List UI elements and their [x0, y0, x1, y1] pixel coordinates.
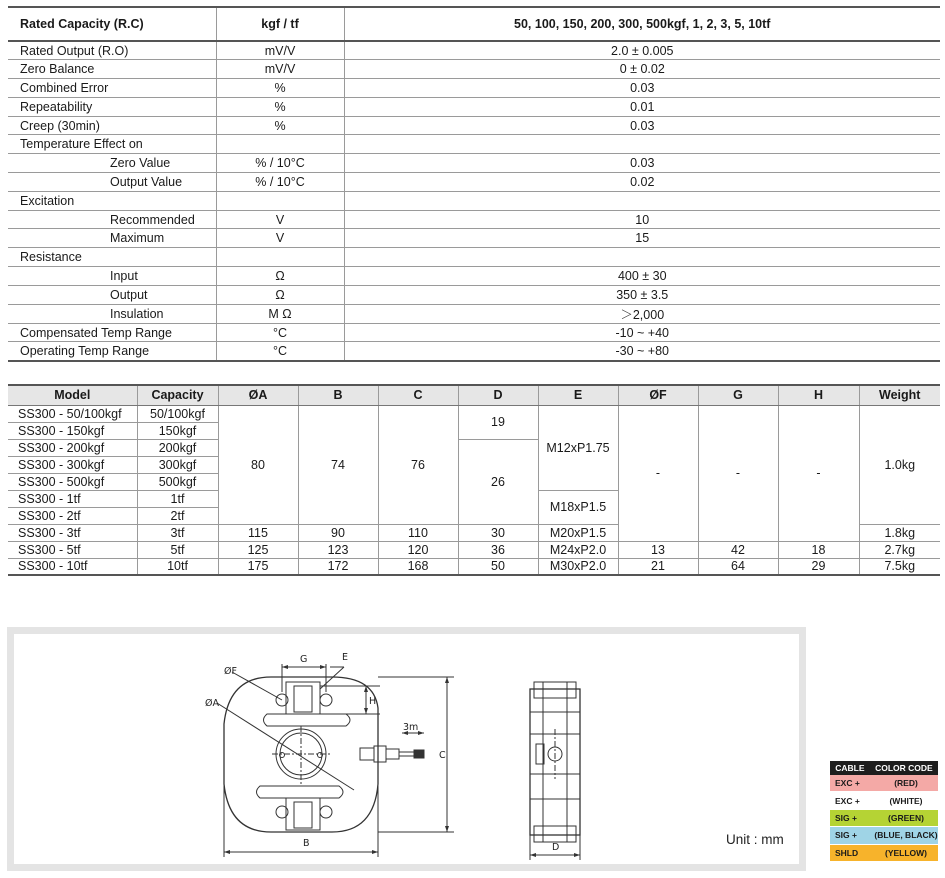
cable-key: SHLD	[835, 847, 859, 858]
label-phi-a: ØA	[205, 698, 219, 709]
d-large-cell: 26	[458, 439, 538, 524]
spec-header-row	[8, 7, 940, 41]
weight-cell: 2.7kg	[859, 541, 940, 558]
cable-header-title: CABLE	[835, 763, 865, 773]
spec-label: Repeatability	[8, 97, 216, 116]
spec-value: 0.01	[344, 97, 940, 116]
capacity-cell: 2tf	[137, 507, 218, 524]
spec-value: 0.03	[344, 154, 940, 173]
capacity-cell: 200kgf	[137, 439, 218, 456]
spec-row	[8, 323, 940, 342]
spec-label: Excitation	[8, 191, 216, 210]
e-small-cell: M12xP1.75	[538, 405, 618, 490]
spec-unit: % / 10°C	[216, 173, 344, 192]
spec-unit	[216, 191, 344, 210]
top-hole-right	[320, 694, 332, 706]
spec-label: Maximum	[8, 229, 216, 248]
spec-unit: Ω	[216, 285, 344, 304]
spec-label: Creep (30min)	[8, 116, 216, 135]
cable-key: EXC +	[835, 795, 860, 806]
cable-header-subtitle: COLOR CODE	[875, 763, 933, 773]
model-table	[8, 384, 940, 576]
spec-unit: mV/V	[216, 41, 344, 60]
g-cell: 42	[698, 541, 778, 558]
drawing-area	[14, 634, 799, 864]
model-cell: SS300 - 200kgf	[8, 439, 137, 456]
bottom-hole-right	[320, 806, 332, 818]
model-cell: SS300 - 50/100kgf	[8, 405, 137, 422]
cable-value: (YELLOW)	[884, 847, 928, 858]
b-cell: 90	[298, 524, 378, 541]
side-view	[530, 682, 580, 860]
spec-value: 15	[344, 229, 940, 248]
col-header-b: B	[298, 385, 378, 405]
spec-value: 350 ± 3.5	[344, 285, 940, 304]
capacity-cell: 300kgf	[137, 456, 218, 473]
spec-value: -10 ~ +40	[344, 323, 940, 342]
cable-value: (BLUE, BLACK)	[874, 830, 938, 841]
bottom-boss	[286, 798, 320, 830]
spec-value: 0.03	[344, 116, 940, 135]
capacity-cell: 10tf	[137, 558, 218, 575]
model-header-row	[8, 385, 940, 405]
spec-row	[8, 342, 940, 361]
g-cell: 64	[698, 558, 778, 575]
model-cell: SS300 - 500kgf	[8, 473, 137, 490]
spec-row	[8, 135, 940, 154]
model-cell: SS300 - 5tf	[8, 541, 137, 558]
model-cell: SS300 - 1tf	[8, 490, 137, 507]
label-phi-f: ØF	[224, 666, 237, 677]
label-b: B	[303, 838, 310, 849]
model-cell: SS300 - 300kgf	[8, 456, 137, 473]
spec-unit: %	[216, 97, 344, 116]
model-cell: SS300 - 150kgf	[8, 422, 137, 439]
col-header-g: G	[698, 385, 778, 405]
dimension-drawing	[14, 634, 799, 864]
d-cell: 30	[458, 524, 538, 541]
spec-unit: mV/V	[216, 60, 344, 79]
spec-label: Combined Error	[8, 79, 216, 98]
capacity-cell: 500kgf	[137, 473, 218, 490]
spec-row	[8, 191, 940, 210]
spec-label: Temperature Effect on	[8, 135, 216, 154]
spec-unit: % / 10°C	[216, 154, 344, 173]
spec-unit: °C	[216, 323, 344, 342]
spec-row	[8, 97, 940, 116]
cable-value: (RED)	[894, 778, 918, 789]
spec-value: 0.03	[344, 79, 940, 98]
spec-value: ＞2,000	[344, 304, 940, 323]
spec-row	[8, 41, 940, 60]
col-header-h: H	[778, 385, 859, 405]
b-cell: 123	[298, 541, 378, 558]
spec-unit: %	[216, 116, 344, 135]
slot-bottom	[257, 786, 344, 798]
label-c: C	[439, 750, 446, 761]
cable-key: SIG +	[835, 830, 857, 841]
spec-row	[8, 79, 940, 98]
col-header-capacity: Capacity	[137, 385, 218, 405]
a-cell: 175	[218, 558, 298, 575]
top-boss	[286, 682, 320, 714]
c-cell: 168	[378, 558, 458, 575]
spec-label: Resistance	[8, 248, 216, 267]
spec-label: Output Value	[8, 173, 216, 192]
spec-label: Compensated Temp Range	[8, 323, 216, 342]
e-large-cell: M18xP1.5	[538, 490, 618, 524]
label-cable-length: 3m	[403, 722, 419, 733]
spec-unit: M Ω	[216, 304, 344, 323]
spec-value: -30 ~ +80	[344, 342, 940, 361]
spec-value	[344, 135, 940, 154]
d-cell: 36	[458, 541, 538, 558]
c-merged-cell: 76	[378, 405, 458, 524]
slot-top	[264, 714, 351, 726]
spec-row	[8, 60, 940, 79]
spec-row	[8, 248, 940, 267]
spec-unit	[216, 135, 344, 154]
spec-label: Insulation	[8, 304, 216, 323]
cable-color-code	[830, 761, 938, 862]
cable-value: (WHITE)	[889, 795, 923, 806]
spec-unit: Ω	[216, 267, 344, 286]
cable-color-header	[830, 761, 938, 775]
spec-label: Recommended	[8, 210, 216, 229]
capacity-cell: 50/100kgf	[137, 405, 218, 422]
col-header-d: D	[458, 385, 538, 405]
table-row	[8, 405, 940, 422]
spec-label: Zero Value	[8, 154, 216, 173]
cable-row-sig-blue	[830, 827, 938, 844]
cable-row-exc-red	[830, 775, 938, 792]
d-small-cell: 19	[458, 405, 538, 439]
b-cell: 172	[298, 558, 378, 575]
col-header-e: E	[538, 385, 618, 405]
label-e: E	[342, 652, 349, 663]
spec-header-value: 50, 100, 150, 200, 300, 500kgf, 1, 2, 3, 5, 10tf	[344, 7, 940, 41]
capacity-cell: 3tf	[137, 524, 218, 541]
col-header-a: ØA	[218, 385, 298, 405]
spec-unit: °C	[216, 342, 344, 361]
weight-cell: 7.5kg	[859, 558, 940, 575]
weight-cell: 1.8kg	[859, 524, 940, 541]
d-cell: 50	[458, 558, 538, 575]
a-merged-cell: 80	[218, 405, 298, 524]
table-row	[8, 541, 940, 558]
col-header-weight: Weight	[859, 385, 940, 405]
label-d: D	[552, 842, 560, 853]
spec-value: 10	[344, 210, 940, 229]
c-cell: 120	[378, 541, 458, 558]
cable-row-shield	[830, 845, 938, 862]
c-cell: 110	[378, 524, 458, 541]
a-cell: 125	[218, 541, 298, 558]
capacity-cell: 5tf	[137, 541, 218, 558]
spec-value	[344, 248, 940, 267]
b-merged-cell: 74	[298, 405, 378, 524]
model-cell: SS300 - 2tf	[8, 507, 137, 524]
spec-value: 0.02	[344, 173, 940, 192]
f-cell: 21	[618, 558, 698, 575]
spec-row	[8, 229, 940, 248]
h-cell: 18	[778, 541, 859, 558]
spec-row	[8, 304, 940, 323]
cable-connector	[360, 746, 414, 762]
h-cell: 29	[778, 558, 859, 575]
a-cell: 115	[218, 524, 298, 541]
capacity-cell: 1tf	[137, 490, 218, 507]
e-cell: M30xP2.0	[538, 558, 618, 575]
col-header-model: Model	[8, 385, 137, 405]
unit-label: Unit : mm	[726, 832, 784, 847]
cable-row-exc-white	[830, 792, 938, 809]
spec-label: Rated Output (R.O)	[8, 41, 216, 60]
spec-table	[8, 6, 940, 362]
spec-label: Operating Temp Range	[8, 342, 216, 361]
e-cell: M20xP1.5	[538, 524, 618, 541]
spec-label: Output	[8, 285, 216, 304]
spec-unit: %	[216, 79, 344, 98]
drawing-panel	[7, 627, 806, 871]
col-header-c: C	[378, 385, 458, 405]
spec-row	[8, 285, 940, 304]
label-h: H	[369, 696, 377, 707]
spec-value: 2.0 ± 0.005	[344, 41, 940, 60]
weight-merged-cell: 1.0kg	[859, 405, 940, 524]
spec-row	[8, 267, 940, 286]
model-cell: SS300 - 10tf	[8, 558, 137, 575]
spec-row	[8, 173, 940, 192]
cable-value: (GREEN)	[888, 812, 924, 823]
spec-unit: V	[216, 210, 344, 229]
g-merged-cell: -	[698, 405, 778, 541]
capacity-cell: 150kgf	[137, 422, 218, 439]
spec-header-label: Rated Capacity (R.C)	[8, 7, 216, 41]
cable-key: EXC +	[835, 778, 860, 789]
spec-row	[8, 116, 940, 135]
cable-row-sig-green	[830, 810, 938, 827]
spec-unit: V	[216, 229, 344, 248]
spec-header-unit: kgf / tf	[216, 7, 344, 41]
spec-row	[8, 210, 940, 229]
f-merged-cell: -	[618, 405, 698, 541]
label-g: G	[300, 654, 308, 665]
e-cell: M24xP2.0	[538, 541, 618, 558]
spec-value: 0 ± 0.02	[344, 60, 940, 79]
cable-key: SIG +	[835, 812, 857, 823]
f-cell: 13	[618, 541, 698, 558]
spec-value: 400 ± 30	[344, 267, 940, 286]
spec-unit	[216, 248, 344, 267]
col-header-f: ØF	[618, 385, 698, 405]
spec-label: Zero Balance	[8, 60, 216, 79]
spec-label: Input	[8, 267, 216, 286]
spec-value	[344, 191, 940, 210]
h-merged-cell: -	[778, 405, 859, 541]
table-row	[8, 558, 940, 575]
spec-row	[8, 154, 940, 173]
model-cell: SS300 - 3tf	[8, 524, 137, 541]
